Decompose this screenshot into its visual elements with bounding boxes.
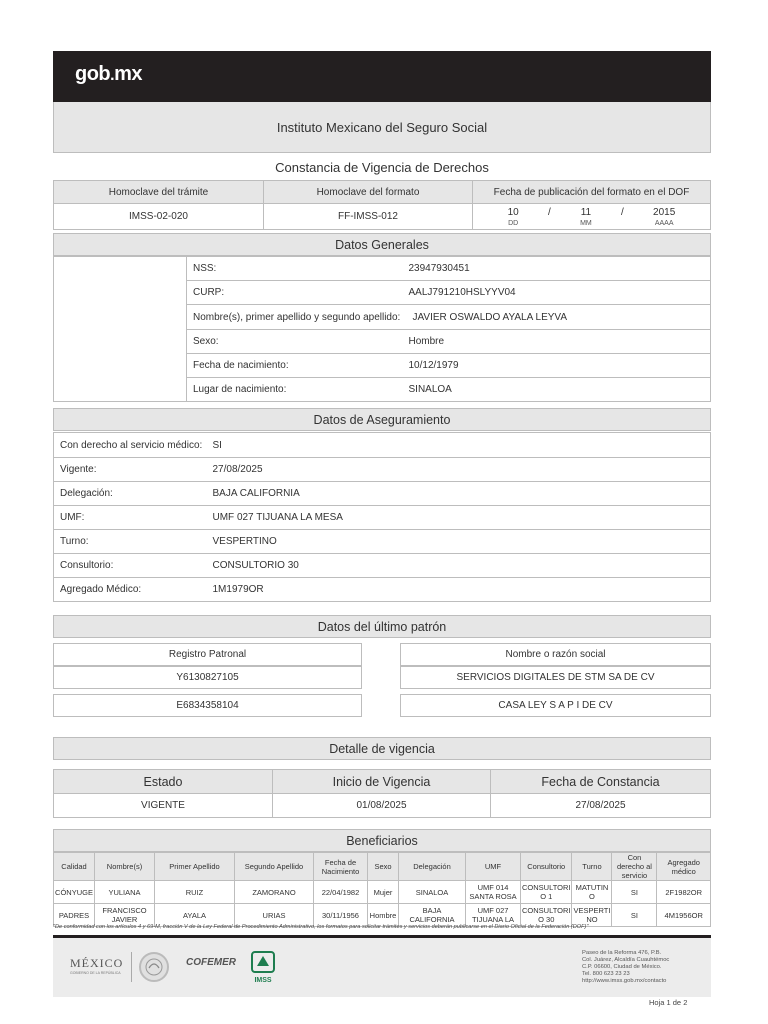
as-label: Agregado Médico: xyxy=(54,578,213,602)
gob-header xyxy=(53,51,711,102)
logo-divider xyxy=(131,952,132,982)
aseguramiento-table xyxy=(53,432,711,602)
imss-logo-text: IMSS xyxy=(254,977,272,984)
benef-cell: CONSULTORI O 1 xyxy=(521,881,572,904)
benef-cell: CÓNYUGE xyxy=(54,881,95,904)
institute-name: Instituto Mexicano del Seguro Social xyxy=(53,102,711,153)
aseguramiento-title: Datos de Aseguramiento xyxy=(53,408,711,431)
benef-cell: UMF 014 SANTA ROSA xyxy=(466,881,521,904)
as-value: CONSULTORIO 30 xyxy=(213,554,711,578)
benef-header: Sexo xyxy=(368,853,399,881)
logo-tail: mx xyxy=(114,63,143,85)
benef-header: Consultorio xyxy=(521,853,572,881)
razon-social-value: CASA LEY S A P I DE CV xyxy=(400,694,711,717)
as-label: Consultorio: xyxy=(54,554,213,578)
tramite-table xyxy=(53,180,711,230)
vigencia-header-estado: Estado xyxy=(54,770,273,794)
fecha-mm-label: MM xyxy=(580,219,592,227)
benef-cell: MATUTIN O xyxy=(572,881,612,904)
benef-cell: SI xyxy=(612,881,657,904)
homoclave-formato-value: FF-IMSS-012 xyxy=(264,204,473,230)
benef-cell: 30/11/1956 xyxy=(314,904,368,927)
logo-main: gob xyxy=(75,63,111,85)
fecha-sep-1: / xyxy=(548,206,551,218)
dg-value: JAVIER OSWALDO AYALA LEYVA xyxy=(409,305,711,330)
logo-dot: . xyxy=(110,67,115,84)
benef-cell: YULIANA xyxy=(95,881,155,904)
benef-header: Turno xyxy=(572,853,612,881)
as-value: SI xyxy=(213,433,711,458)
dg-value: 23947930451 xyxy=(409,257,711,281)
as-label: Turno: xyxy=(54,530,213,554)
footer xyxy=(53,935,711,997)
as-label: Con derecho al servicio médico: xyxy=(54,433,213,458)
vigencia-header-constancia: Fecha de Constancia xyxy=(491,770,711,794)
razon-social-header: Nombre o razón social xyxy=(400,643,711,666)
as-value: BAJA CALIFORNIA xyxy=(213,482,711,506)
benef-header: Fecha de Nacimiento xyxy=(314,853,368,881)
imss-logo xyxy=(250,950,276,984)
benef-cell: ZAMORANO xyxy=(235,881,314,904)
header-fecha-dof: Fecha de publicación del formato en el DOF xyxy=(473,181,711,204)
as-label: Vigente: xyxy=(54,458,213,482)
beneficiarios-table xyxy=(53,852,711,927)
benef-cell: AYALA xyxy=(155,904,235,927)
datos-generales-table xyxy=(53,256,711,402)
vigencia-constancia: 27/08/2025 xyxy=(491,794,711,818)
address-line: Col. Juárez, Alcaldía Cuauhtémoc xyxy=(582,957,670,963)
benef-cell: 2F1982OR xyxy=(657,881,711,904)
legal-note: "De conformidad con los artículos 4 y 69-M, fracción V de la Ley Federal de Procedimiento Administrativo, los formatos para solicitar trámites y servicios deberán publicarse en el Diario Oficial de la Federación (DOF)" xyxy=(53,924,589,930)
benef-header: Calidad xyxy=(54,853,95,881)
benef-cell: FRANCISCO JAVIER xyxy=(95,904,155,927)
registro-patronal-value: E6834358104 xyxy=(53,694,362,717)
gob-mx-logo xyxy=(75,63,142,86)
vigencia-header-inicio: Inicio de Vigencia xyxy=(273,770,491,794)
mexico-logo-text: MÉXICO xyxy=(70,956,124,970)
benef-header: UMF xyxy=(466,853,521,881)
dg-value: SINALOA xyxy=(409,378,711,402)
beneficiarios-title: Beneficiarios xyxy=(53,829,711,852)
header-homoclave-tramite: Homoclave del trámite xyxy=(54,181,264,204)
benef-cell: CONSULTORI O 30 xyxy=(521,904,572,927)
patron-title: Datos del último patrón xyxy=(53,615,711,638)
benef-cell: BAJA CALIFORNIA xyxy=(399,904,466,927)
benef-header: Agregado médico xyxy=(657,853,711,881)
fecha-mm: 11 xyxy=(580,206,592,218)
mexico-logo xyxy=(70,956,140,975)
dg-label: Fecha de nacimiento: xyxy=(187,354,409,378)
fecha-dd: 10 xyxy=(507,206,519,218)
benef-cell: Hombre xyxy=(368,904,399,927)
contact-link[interactable]: http://www.imss.gob.mx/contacto xyxy=(582,978,667,984)
benef-cell: UMF 027 TIJUANA LA xyxy=(466,904,521,927)
dg-value: AALJ791210HSLYYV04 xyxy=(409,281,711,305)
registro-patronal-value: Y6130827105 xyxy=(53,666,362,689)
dg-label: Nombre(s), primer apellido y segundo apellido: xyxy=(187,305,409,330)
fecha-dof-cell xyxy=(473,204,711,230)
benef-header: Nombre(s) xyxy=(95,853,155,881)
fecha-aaaa-label: AAAA xyxy=(654,219,674,227)
imss-eagle-icon xyxy=(250,950,276,974)
national-seal-icon xyxy=(139,952,169,982)
benef-cell: SI xyxy=(612,904,657,927)
as-value: UMF 027 TIJUANA LA MESA xyxy=(213,506,711,530)
footer-address xyxy=(582,950,669,985)
dg-label: CURP: xyxy=(187,281,409,305)
as-label: UMF: xyxy=(54,506,213,530)
as-value: 27/08/2025 xyxy=(213,458,711,482)
registro-patronal-header: Registro Patronal xyxy=(53,643,362,666)
vigencia-title: Detalle de vigencia xyxy=(53,737,711,760)
dg-value: Hombre xyxy=(409,330,711,354)
benef-header: Delegación xyxy=(399,853,466,881)
benef-cell: Mujer xyxy=(368,881,399,904)
fecha-sep-2: / xyxy=(621,206,624,218)
vigencia-table xyxy=(53,769,711,818)
benef-cell: 22/04/1982 xyxy=(314,881,368,904)
fecha-aaaa: 2015 xyxy=(653,206,676,218)
as-label: Delegación: xyxy=(54,482,213,506)
benef-header: Primer Apellido xyxy=(155,853,235,881)
document-title: Constancia de Vigencia de Derechos xyxy=(275,160,489,175)
dg-value: 10/12/1979 xyxy=(409,354,711,378)
dg-label: Lugar de nacimiento: xyxy=(187,378,409,402)
address-line: Tel. 800 623 23 23 xyxy=(582,971,630,977)
benef-cell: SINALOA xyxy=(399,881,466,904)
dg-label: NSS: xyxy=(187,257,409,281)
address-line: C.P. 06600, Ciudad de México. xyxy=(582,964,662,970)
benef-cell: RUIZ xyxy=(155,881,235,904)
photo-placeholder xyxy=(54,257,187,402)
dg-label: Sexo: xyxy=(187,330,409,354)
address-line: Paseo de la Reforma 476, P.B. xyxy=(582,950,662,956)
benef-cell: URIAS xyxy=(235,904,314,927)
benef-cell: PADRES xyxy=(54,904,95,927)
benef-header: Segundo Apellido xyxy=(235,853,314,881)
vigencia-estado: VIGENTE xyxy=(54,794,273,818)
razon-social-value: SERVICIOS DIGITALES DE STM SA DE CV xyxy=(400,666,711,689)
benef-header: Con derecho al servicio xyxy=(612,853,657,881)
fecha-dd-label: DD xyxy=(508,219,519,227)
vigencia-inicio: 01/08/2025 xyxy=(273,794,491,818)
mexico-logo-sub: GOBIERNO DE LA REPÚBLICA xyxy=(70,971,121,975)
homoclave-tramite-value: IMSS-02-020 xyxy=(54,204,264,230)
benef-cell: VESPERTI NO xyxy=(572,904,612,927)
as-value: VESPERTINO xyxy=(213,530,711,554)
benef-cell: 4M1956OR xyxy=(657,904,711,927)
datos-generales-title: Datos Generales xyxy=(53,233,711,256)
as-value: 1M1979OR xyxy=(213,578,711,602)
header-homoclave-formato: Homoclave del formato xyxy=(264,181,473,204)
cofemer-logo: COFEMER xyxy=(186,957,236,968)
page-number: Hoja 1 de 2 xyxy=(649,998,688,1007)
